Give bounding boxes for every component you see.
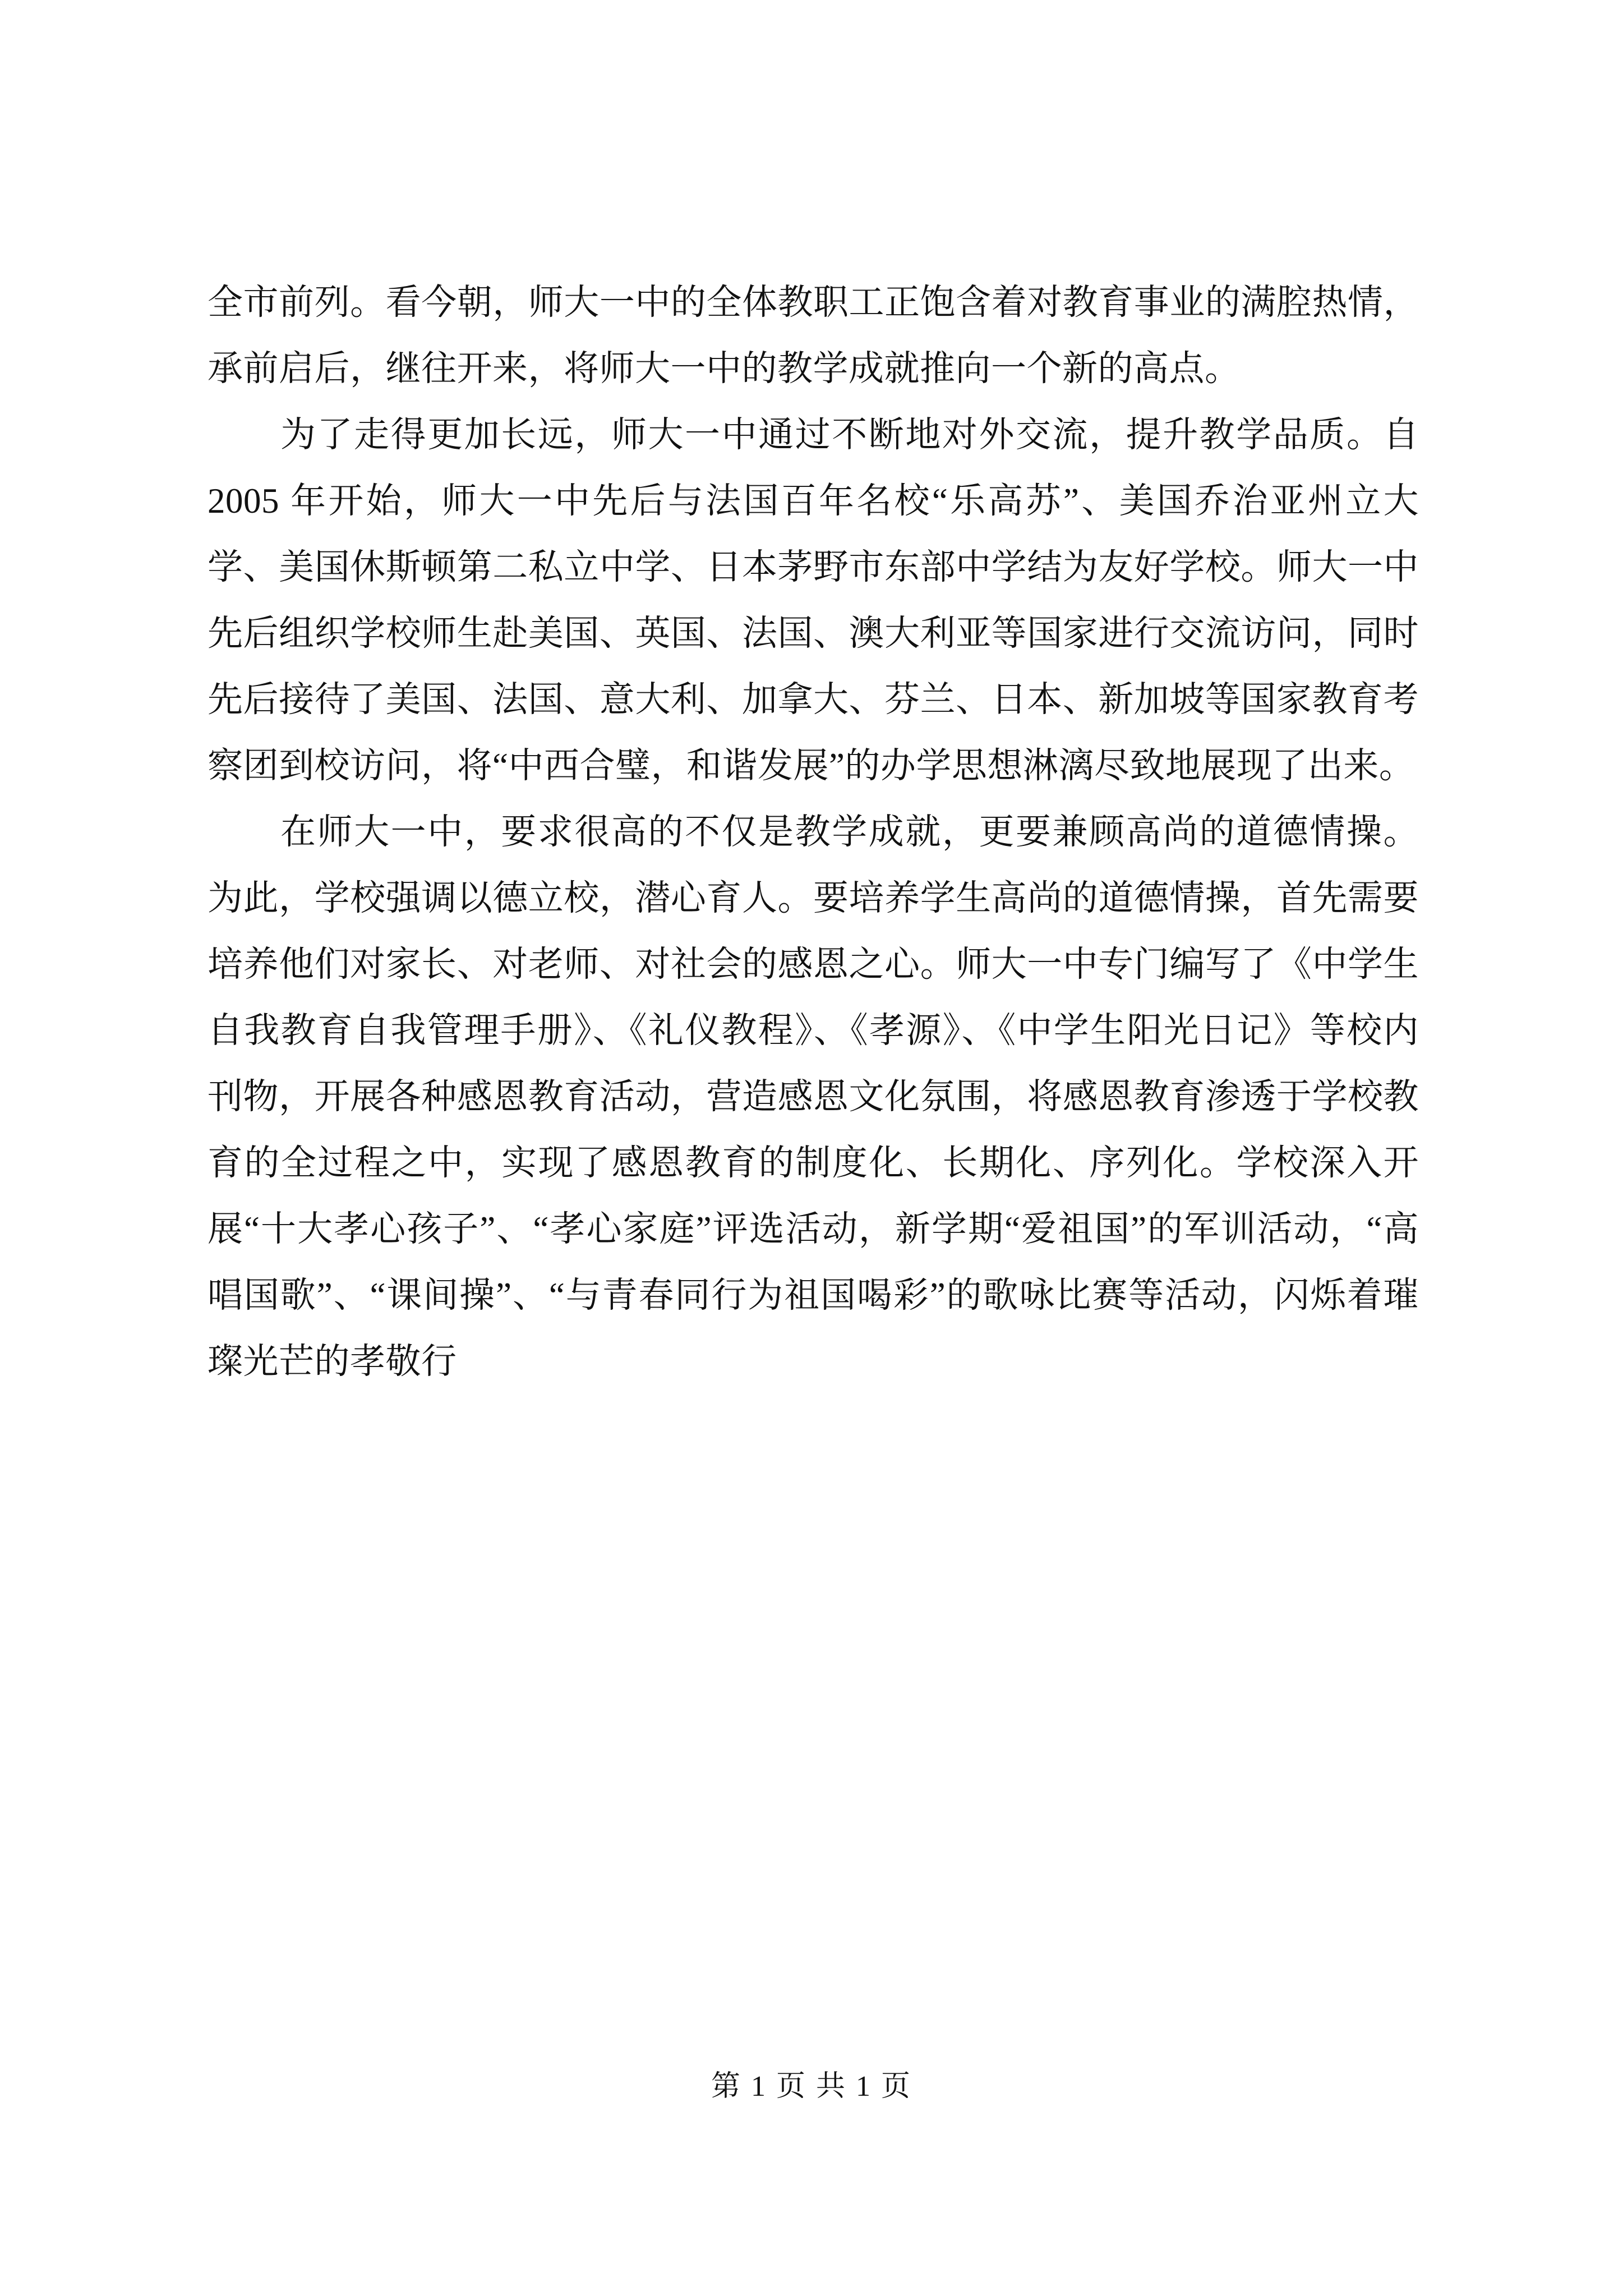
paragraph-2: 为了走得更加长远，师大一中通过不断地对外交流，提升教学品质。自 2005 年开始，师大一中先后与法国百年名校“乐高苏”、美国乔治亚州立大学、美国休斯顿第二私立中学、日本茅野市东部中学结为友好学校。师大一中先后组织学校师生赴美国、英国、法国、澳大利亚等国家进行交流访问，同时先后接待了美国、法国、意大利、加拿大、芬兰、日本、新加坡等国家教育考察团到校访问，将“中西合璧，和谐发展”的办学思想淋漓尽致地展现了出来。 <box>208 415 1419 785</box>
page-footer: 第 1 页 共 1 页 <box>711 2070 912 2102</box>
document-body <box>208 269 1419 1395</box>
paragraph-1: 全市前列。看今朝，师大一中的全体教职工正饱含着对教育事业的满腔热情，承前启后，继往开来，将师大一中的教学成就推向一个新的高点。 <box>208 283 1419 388</box>
paragraph-3: 在师大一中，要求很高的不仅是教学成就，更要兼顾高尚的道德情操。为此，学校强调以德立校，潜心育人。要培养学生高尚的道德情操，首先需要培养他们对家长、对老师、对社会的感恩之心。师大一中专门编写了《中学生自我教育自我管理手册》、《礼仪教程》、《孝源》、《中学生阳光日记》等校内刊物，开展各种感恩教育活动，营造感恩文化氛围，将感恩教育渗透于学校教育的全过程之中，实现了感恩教育的制度化、长期化、序列化。学校深入开展“十大孝心孩子”、“孝心家庭”评选活动，新学期“爱祖国”的军训活动，“高唱国歌”、“课间操”、“与青春同行为祖国喝彩”的歌咏比赛等活动，闪烁着璀璨光芒的孝敬行 <box>208 812 1419 1381</box>
